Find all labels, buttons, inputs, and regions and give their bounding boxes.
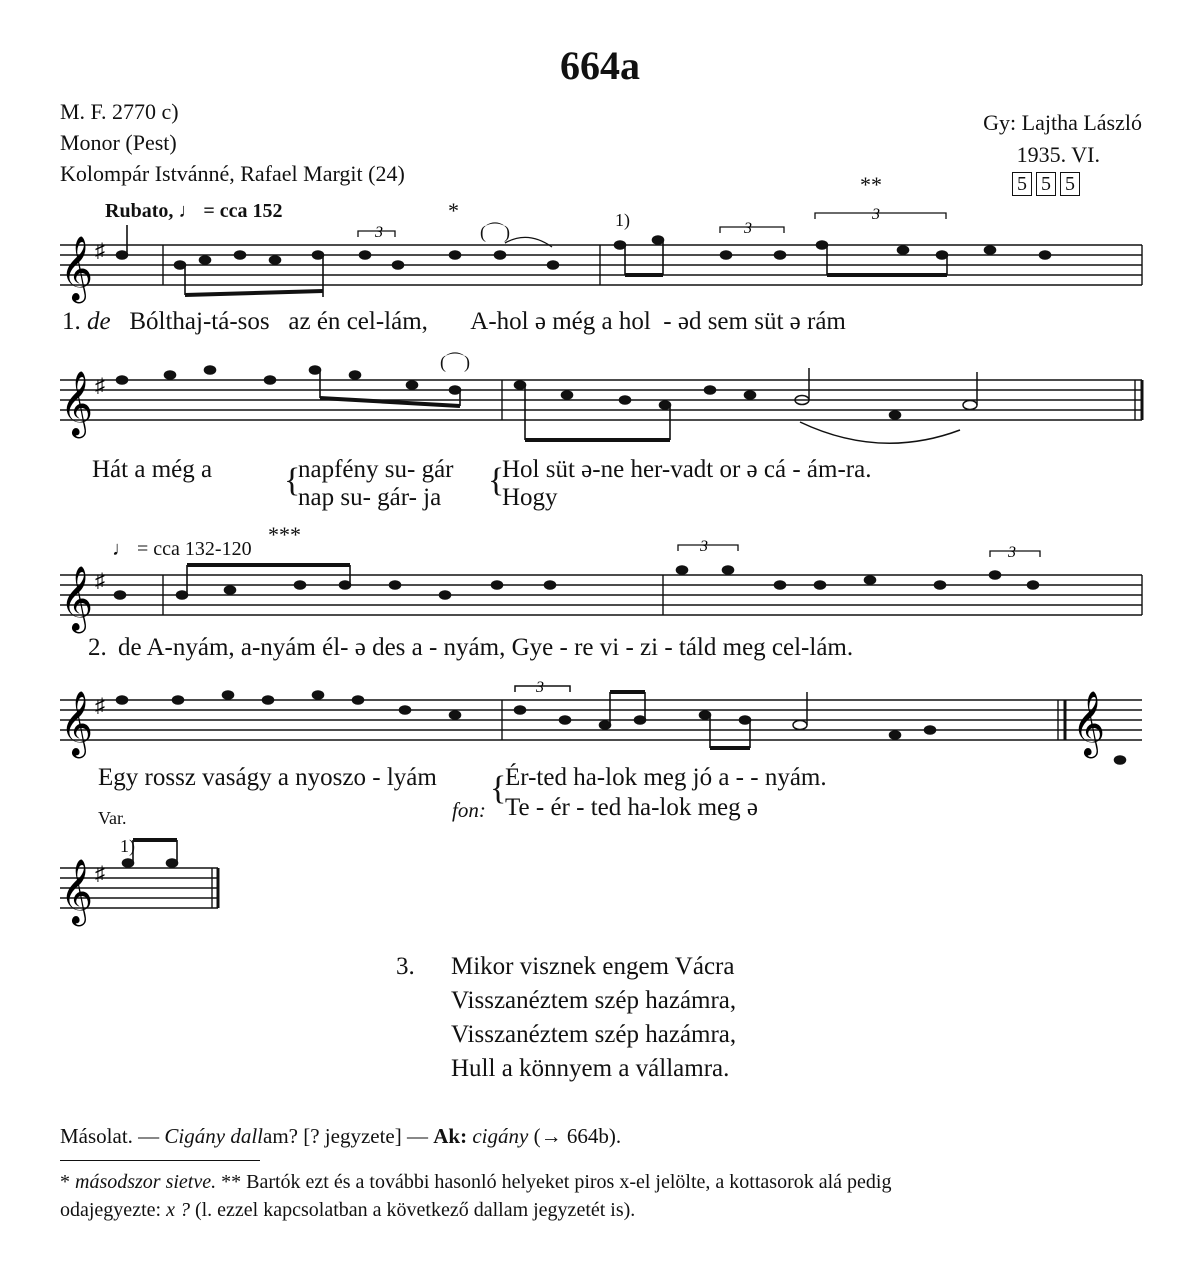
lyric-word: én xyxy=(316,308,341,335)
footnote-ref: 1) xyxy=(615,210,630,230)
staff-variant xyxy=(0,848,240,928)
lyric-line-2b2: nap su- gár- ja xyxy=(298,484,442,511)
lyric-line-2a: Hát a még a xyxy=(92,456,213,483)
var-label: Var. xyxy=(98,808,127,828)
lyric-line-2b1: napfény su- gár xyxy=(298,456,454,483)
verse3-line: Visszanéztem szép hazámra, xyxy=(451,1021,737,1048)
lyric-word: az xyxy=(288,308,311,335)
verse3-line: Mikor visznek engem Vácra xyxy=(451,953,735,980)
lyric-line-1 xyxy=(62,308,846,336)
verse3-line: Visszanéztem szép hazámra, xyxy=(451,987,737,1014)
double-star-mark: ** xyxy=(860,172,882,197)
svg-text:♯: ♯ xyxy=(95,695,105,717)
svg-text:♯: ♯ xyxy=(95,375,105,397)
source-place: Monor (Pest) xyxy=(60,130,177,155)
lyric-word: Bólthaj-tá-sos xyxy=(129,308,270,335)
svg-text:𝄞: 𝄞 xyxy=(60,859,94,924)
source-ref: M. F. 2770 c) xyxy=(60,99,179,124)
staff-system-2 xyxy=(0,360,1200,450)
copy-note-italic: Cigány dall xyxy=(164,1124,263,1148)
lyric-word: cel-lám, xyxy=(346,308,428,335)
brace: { xyxy=(284,462,301,499)
copy-note-end: (→ 664b). xyxy=(533,1124,622,1148)
fon-label: fon: xyxy=(452,798,486,822)
svg-text:3: 3 xyxy=(872,206,880,223)
svg-text:𝄞: 𝄞 xyxy=(60,566,94,631)
svg-text:3: 3 xyxy=(700,538,708,555)
footnote-text-2c: (l. ezzel kapcsolatban a következő dallam jegyzetét is). xyxy=(194,1199,636,1221)
svg-text:𝄞: 𝄞 xyxy=(1072,691,1106,756)
copy-note-ak: Ak: xyxy=(433,1124,468,1148)
lyric-word: - əd xyxy=(663,308,702,335)
source-singer: Kolompár Istvánné, Rafael Margit (24) xyxy=(60,161,405,186)
collector-date: 1935. VI. xyxy=(1016,142,1100,167)
structure-boxes xyxy=(1008,172,1080,196)
svg-text:3: 3 xyxy=(536,679,544,696)
verse3-number: 3. xyxy=(396,953,415,980)
verse-number-2: 2. xyxy=(88,634,107,661)
tempo-first: Rubato, ♩ = cca 152 xyxy=(105,200,283,222)
lyric-line-4b1: Ér-ted ha-lok meg jó a - - nyám. xyxy=(505,764,827,791)
lyric-text: de A-nyám, a-nyám él- ə des a - nyám, Gye - re vi - zi - táld meg cel-lám. xyxy=(118,634,854,661)
star-mark: * xyxy=(448,198,459,223)
lyric-line-4a: Egy rossz vaságy a nyoszo - lyám xyxy=(98,764,437,791)
lyric-word: A-hol ə xyxy=(470,308,546,335)
brace: { xyxy=(488,462,505,499)
lyric-line-2c1: Hol süt ə-ne her-vadt or ə cá - ám-ra. xyxy=(502,456,872,483)
copy-note-mid: am? [? jegyzete] — xyxy=(263,1124,428,1148)
lyric-line-3 xyxy=(118,634,853,662)
footnote-divider xyxy=(60,1160,260,1161)
triple-star-mark: *** xyxy=(268,522,301,547)
svg-text:𝄞: 𝄞 xyxy=(60,691,94,756)
structure-box: 5 xyxy=(1060,172,1080,196)
svg-text:𝄞: 𝄞 xyxy=(60,236,94,301)
svg-text:3: 3 xyxy=(375,224,383,241)
lyric-word: de xyxy=(87,308,111,335)
collector-name: Gy: Lajtha László xyxy=(983,110,1142,135)
copy-note-prefix: Másolat. — xyxy=(60,1124,160,1148)
verse-number: 1. xyxy=(62,308,81,335)
footnote-star: * xyxy=(60,1171,70,1193)
lyric-line-2c2: Hogy xyxy=(502,484,558,511)
copy-note xyxy=(60,1124,621,1149)
footnote-text-2b: x ? xyxy=(166,1199,190,1221)
svg-text:3: 3 xyxy=(1008,544,1016,561)
footnote-text-2a: odajegyezte: xyxy=(60,1199,162,1221)
verse3-line: Hull a könnyem a vállamra. xyxy=(451,1055,730,1082)
svg-text:♯: ♯ xyxy=(95,863,105,885)
fermata-mark: (⌒) xyxy=(440,352,470,372)
footnote-star-text: másodszor sietve. xyxy=(75,1171,217,1193)
page-title: 664a xyxy=(560,43,640,88)
lyric-word: még xyxy=(552,308,596,335)
footnote xyxy=(60,1168,1152,1224)
lyric-line-4b2: Te - ér - ted ha-lok meg ə xyxy=(505,794,758,821)
svg-text:♯: ♯ xyxy=(95,570,105,592)
svg-text:𝄞: 𝄞 xyxy=(60,371,94,436)
footnote-text-1: Bartók ezt és a további hasonló helyeket piros x-el jelölte, a kottasorok alá pedig xyxy=(246,1171,892,1193)
structure-box: 5 xyxy=(1012,172,1032,196)
lyric-word: sem süt ə rám xyxy=(707,308,846,335)
structure-box: 5 xyxy=(1036,172,1056,196)
svg-text:3: 3 xyxy=(744,220,752,237)
brace: { xyxy=(490,770,507,807)
fermata-mark: (⌒) xyxy=(480,222,510,242)
svg-text:♯: ♯ xyxy=(95,240,105,262)
copy-note-cigany: cigány xyxy=(472,1124,529,1148)
var-footnote-ref: 1) xyxy=(120,836,135,856)
lyric-word: a hol xyxy=(601,308,651,335)
tempo-second: ♩ = cca 132-120 xyxy=(112,538,252,560)
footnote-double-star: ** xyxy=(221,1171,242,1193)
